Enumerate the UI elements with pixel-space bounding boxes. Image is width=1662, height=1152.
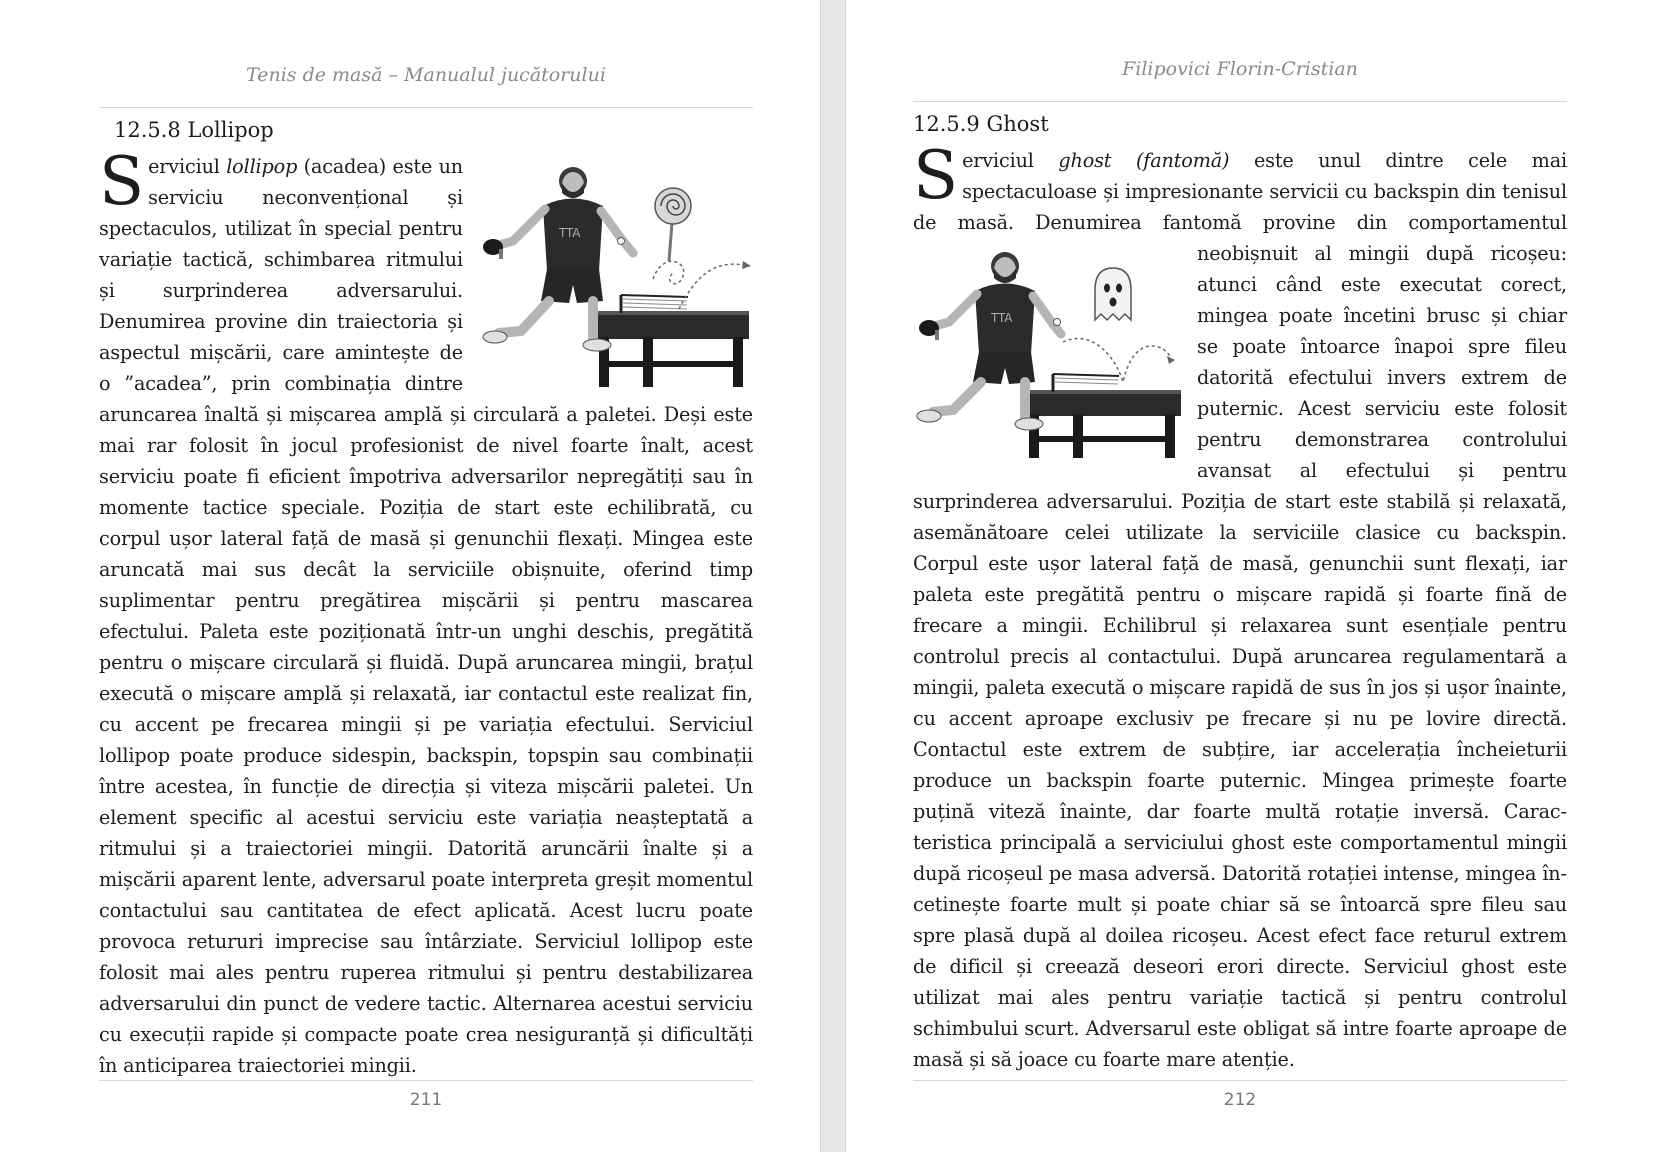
section-title: 12.5.8 Lollipop	[114, 118, 274, 142]
jersey-label: TTA	[559, 226, 581, 240]
lollipop-serve-illustration	[473, 161, 753, 391]
page-number: 211	[409, 1090, 443, 1110]
paragraph-text: (acadea) este un serviciu neconvențional și spectaculos, utilizat în special pentru variație tactică, schimbarea ritmului și surprinderea adversarului. Denumirea provine din traiectoria și aspectul mișcării, care amintește de o ”acadea”, prin combinația dintre aruncarea înaltă și mișcarea amplă și circulară a paletei. Deși este mai rar folosit în jocul profesionist de nivel foarte înalt, acest serviciu poate fi eficient împotriva adversarilor nepregătiți sau în momente tactice speciale. Poziția de start este echilibrată, cu corpul ușor lateral față de masă și genunchii flexați. Mingea este aruncată mai sus decât la serviciile obișnuite, oferind timp suplimentar pentru pregătirea mișcării și pentru mascarea efectului. Paleta este poziționată într-un unghi deschis, pregătită pentru o mișcare circulară și fluidă. După aruncarea mingii, brațul execută o mișcare amplă și relaxată, iar contactul este realizat fin, cu accent pe frecarea mingii și pe variația efectului. Serviciul lollipop poate produce sidespin, backspin, topspin sau combinații între acestea, în funcție de direcția și viteza mișcării paletei. Un element specific al acestui serviciu este variația neașteptată a ritmului și a traiectoriei mingii. Datorită aruncării înalte și a mișcării aparent lente, adversarul poate interpreta greșit momentul contactului sau cantitatea de efect aplicată. Acest lucru poate provoca retururi imprecise sau întârziate. Serviciul lollipop este folosit mai ales pentru ruperea ritmului și pentru destabilizarea adversarului din punct de vedere tactic. Alternarea acestui serviciu cu execuții rapide și compacte poate crea nesiguranță și dificultăți în anticiparea traiectoriei mingii.	[99, 155, 753, 1077]
drop-cap: S	[99, 143, 145, 220]
body-text	[913, 137, 1568, 1075]
paragraph-text: erviciul	[962, 149, 1059, 172]
body-text	[99, 143, 753, 1081]
running-header: Tenis de masă – Manualul jucătorului	[246, 64, 606, 86]
running-header: Filipovici Florin-Cristian	[1122, 58, 1358, 80]
book-gutter	[820, 0, 846, 1152]
header-divider	[913, 101, 1567, 102]
paragraph-text: erviciul	[148, 155, 227, 178]
emphasis-term: ghost (fantomă)	[1058, 149, 1230, 172]
ghost-serve-illustration	[913, 250, 1183, 460]
page-left	[0, 0, 820, 1152]
page-right	[846, 0, 1662, 1152]
paragraph-text: este unul dintre cele mai spectaculoase și impresionante servicii cu backspin din tenisul de masă. Denumirea fantomă provine din comportamentul neobișnuit al mingii	[913, 149, 1568, 265]
page-number: 212	[1223, 1090, 1257, 1110]
emphasis-term: lollipop	[226, 155, 298, 178]
section-title: 12.5.9 Ghost	[913, 112, 1049, 136]
jersey-label: TTA	[991, 311, 1013, 325]
footer-divider	[99, 1080, 753, 1081]
footer-divider	[913, 1080, 1567, 1081]
drop-cap: S	[913, 137, 959, 214]
header-divider	[99, 107, 753, 108]
paragraph-text: după ricoșeu: atunci când este executat corect, mingea poate încetini brusc și chiar se poate întoarce înapoi spre fileu datorită efectului invers extrem de puternic. Acest serviciu este folosit pentru demonstrarea controlului avansat al efectului și pentru surprinderea adversarului. Poziția de start este stabilă și relaxată, asemănătoare celei utilizate la serviciile clasice cu backspin. Corpul este ușor lateral față de masă, genunchii sunt flexați, iar paleta este pregătită pentru o mișcare rapidă și foarte fină de frecare a mingii. Echilibrul și relaxarea sunt esențiale pentru controlul precis al contactului. După aruncarea regulamentară a mingii, paleta execută o mișcare rapidă de sus în jos și ușor înainte, cu accent aproape exclusiv pe frecare și nu pe lovire directă. Contactul este extrem de subțire, iar accelerația încheieturii produce un backspin foarte puternic. Mingea primește foarte puțină viteză înainte, dar foarte multă rotație inversă. Caracteristica principală a serviciului ghost este comportamentul mingii după ricoșeul pe masa adversă. Datorită rotației intense, mingea încetinește foarte mult și poate chiar să se întoarcă spre fileu sau spre plasă după al doilea ricoșeu. Acest efect face returul extrem de dificil și creează deseori erori directe. Serviciul ghost este utilizat mai ales pentru variație tactică și pentru controlul schimbului scurt. Adversarul este obligat să intre foarte aproape de masă și să joace cu foarte mare atenție.	[913, 242, 1567, 1071]
